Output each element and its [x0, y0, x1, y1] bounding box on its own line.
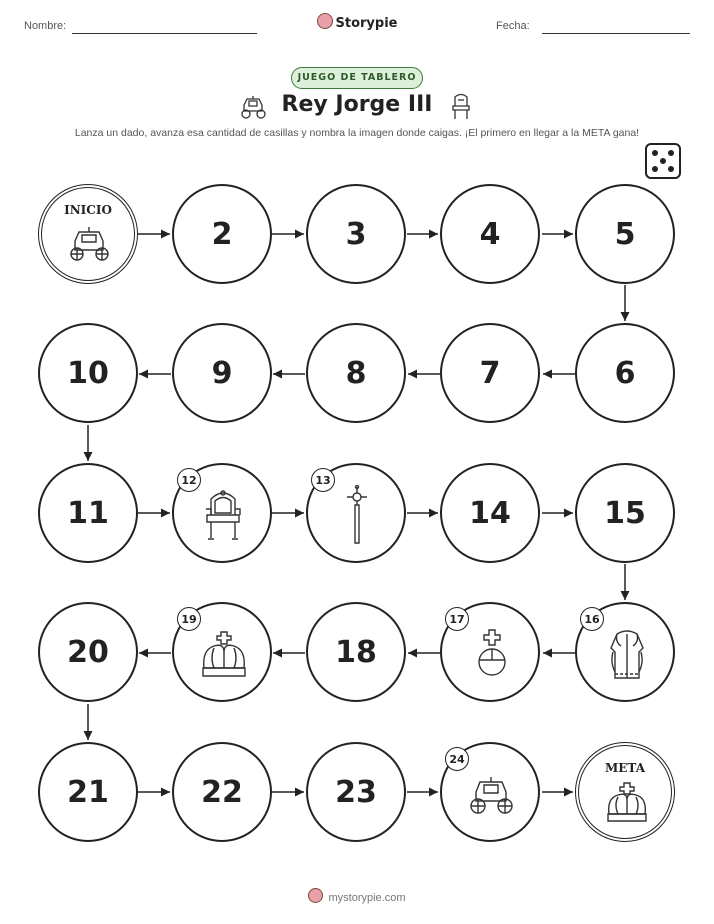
board-cell [38, 602, 138, 702]
board-cell [575, 323, 675, 423]
picture-cell [440, 602, 540, 702]
cell-number: 22 [201, 774, 243, 810]
board-cell [38, 463, 138, 563]
board-cell [38, 323, 138, 423]
carriage-icon [467, 774, 517, 818]
board-cell [38, 742, 138, 842]
cell-number-badge: 12 [177, 468, 201, 492]
board-cell [440, 323, 540, 423]
footer [0, 888, 714, 904]
board-cell [306, 184, 406, 284]
board-cell [172, 184, 272, 284]
cell-number: 3 [345, 216, 367, 252]
cell-number-badge: 17 [445, 607, 469, 631]
bear-icon [308, 888, 323, 903]
cell-number: 10 [67, 355, 109, 391]
brand-name: Storypie [335, 16, 398, 31]
instructions: Lanza un dado, avanza esa cantidad de casillas y nombra la imagen donde caigas. ¡El primero en llegar a la META gana! [74, 127, 640, 139]
cell-number: 6 [614, 355, 636, 391]
cell-number-badge: 24 [445, 747, 469, 771]
cell-number-badge: 16 [580, 607, 604, 631]
cell-number: 5 [614, 216, 636, 252]
start-label: INICIO [64, 203, 112, 217]
cell-number: 14 [469, 495, 511, 531]
board-cell [306, 742, 406, 842]
picture-cell [440, 742, 540, 842]
picture-cell [575, 602, 675, 702]
date-label: Fecha: [496, 20, 530, 32]
footer-url[interactable]: mystorypie.com [328, 892, 406, 904]
cell-number-badge: 19 [177, 607, 201, 631]
cell-number: 15 [604, 495, 646, 531]
cell-number: 21 [67, 774, 109, 810]
board-cell [440, 463, 540, 563]
cell-number: 20 [67, 634, 109, 670]
picture-cell [306, 463, 406, 563]
cell-number: 11 [67, 495, 109, 531]
board-cell [575, 463, 675, 563]
cell-number: 8 [345, 355, 367, 391]
start-cell [38, 184, 138, 284]
page-title: Rey Jorge III [281, 92, 433, 117]
name-label: Nombre: [24, 20, 67, 32]
cell-number: 9 [211, 355, 233, 391]
board-cell [306, 602, 406, 702]
picture-cell [172, 602, 272, 702]
throne-icon [202, 489, 244, 543]
cell-number: 4 [479, 216, 501, 252]
cell-number: 18 [335, 634, 377, 670]
game-type-badge: JUEGO DE TABLERO [291, 67, 423, 89]
crown-icon [605, 782, 649, 824]
cell-number: 7 [479, 355, 501, 391]
crown-icon [199, 630, 249, 680]
goal-label: META [604, 761, 645, 775]
cell-number: 23 [335, 774, 377, 810]
board-cell [172, 323, 272, 423]
picture-cell [172, 463, 272, 563]
scepter-icon [344, 485, 370, 547]
cell-number: 2 [211, 216, 233, 252]
orb-icon [474, 628, 510, 682]
goal-cell [575, 742, 675, 842]
carriage-icon [67, 224, 113, 264]
board-cell [575, 184, 675, 284]
cell-number-badge: 13 [311, 468, 335, 492]
board-cell [172, 742, 272, 842]
royal-robe-icon [603, 628, 651, 684]
board-cell [306, 323, 406, 423]
board-cell [440, 184, 540, 284]
